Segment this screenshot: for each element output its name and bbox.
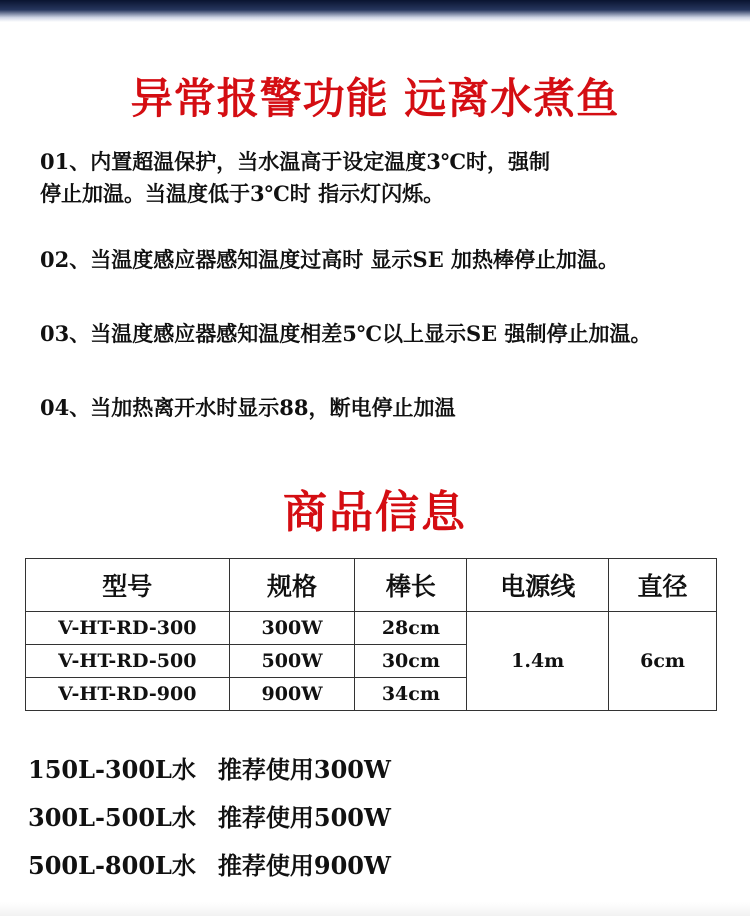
recommended-power: 推荐使用500W <box>217 803 391 832</box>
feature-text: 04、当加热离开水时显示88，断电停止加温 <box>40 395 456 420</box>
recommendation-item-3 <box>28 846 728 881</box>
cell-spec: 900W <box>229 678 355 711</box>
tank-volume-range: 150L-300L水 <box>28 755 196 784</box>
product-spec-table <box>25 558 717 711</box>
cell-model: V-HT-RD-500 <box>26 645 230 678</box>
feature-item-2 <box>40 244 740 276</box>
feature-text: 02、当温度感应器感知温度过高时 显示SE 加热棒停止加温。 <box>40 247 620 272</box>
cell-model: V-HT-RD-300 <box>26 612 230 645</box>
cell-cord: 1.4m <box>467 612 609 711</box>
feature-text: 03、当温度感应器感知温度相差5℃以上显示SE 强制停止加温。 <box>40 321 652 346</box>
cell-length: 28cm <box>355 612 467 645</box>
feature-item-3 <box>40 318 740 350</box>
cell-length: 30cm <box>355 645 467 678</box>
tank-volume-range: 300L-500L水 <box>28 803 196 832</box>
header-spec: 规格 <box>229 559 355 612</box>
recommendation-item-1 <box>28 750 728 785</box>
feature-item-4 <box>40 392 740 424</box>
header-diameter: 直径 <box>609 559 717 612</box>
header-model: 型号 <box>26 559 230 612</box>
recommended-power: 推荐使用300W <box>217 755 391 784</box>
top-banner-band <box>0 0 750 22</box>
table-row <box>26 612 717 645</box>
table-header-row <box>26 559 717 612</box>
header-length: 棒长 <box>355 559 467 612</box>
tank-volume-range: 500L-800L水 <box>28 851 196 880</box>
cell-spec: 500W <box>229 645 355 678</box>
alarm-section-title: 异常报警功能 远离水煮鱼 <box>130 74 620 123</box>
product-info-title: 商品信息 <box>283 487 467 538</box>
cell-length: 34cm <box>355 678 467 711</box>
bottom-fade <box>0 902 750 916</box>
recommended-power: 推荐使用900W <box>217 851 391 880</box>
recommendation-item-2 <box>28 798 728 833</box>
cell-diameter: 6cm <box>609 612 717 711</box>
feature-text: 停止加温。当温度低于3℃时 指示灯闪烁。 <box>40 181 445 206</box>
header-cord: 电源线 <box>467 559 609 612</box>
cell-model: V-HT-RD-900 <box>26 678 230 711</box>
feature-text: 01、内置超温保护，当水温高于设定温度3℃时，强制 <box>40 149 550 174</box>
cell-spec: 300W <box>229 612 355 645</box>
feature-item-1 <box>40 146 740 210</box>
